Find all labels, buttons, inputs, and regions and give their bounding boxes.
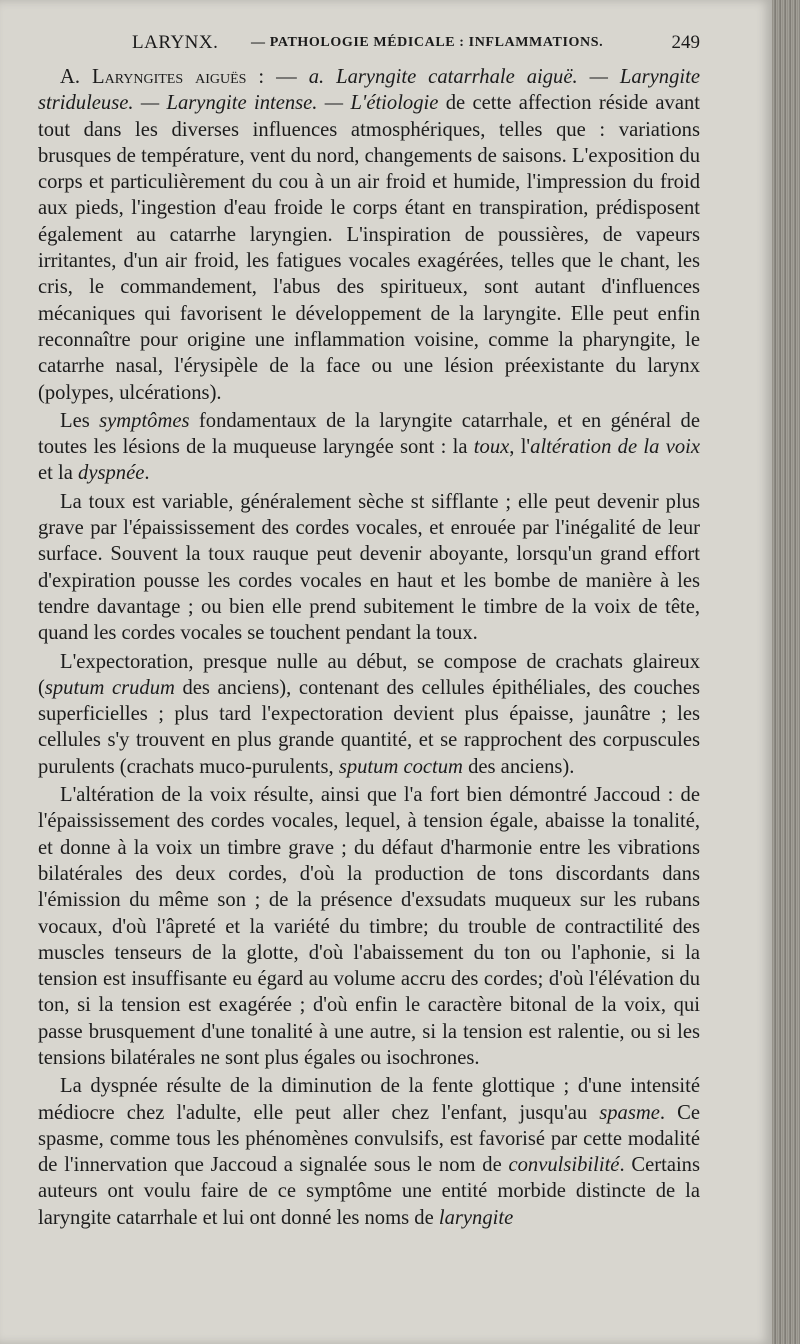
italic-run: laryngite: [438, 1206, 514, 1229]
page-number: 249: [671, 32, 700, 53]
italic-run: a. Laryngite catarrhale aiguë. — Laryngite striduleuse. — Laryngite intense. — L'étiologie: [38, 66, 700, 115]
section-heading: Laryngites aiguës: [92, 66, 247, 88]
header-section: — PATHOLOGIE MÉDICALE : INFLAMMATIONS.: [251, 35, 604, 50]
paragraph-alteration-voix: L'altération de la voix résulte, ainsi que l'a fort bien démontré Jaccoud : de l'épaississement des cordes vocales, lequel, à tension égale, abaisse la tonalité, et donne à la voix un timbre grave ; du défaut d'harmonie entre les vibrations bilatérales des deux cordes, d'où la production de tons discordants dans l'émission du même son ; de la présence d'exsudats muqueux sur les rubans vocaux, d'où l'âpreté et la variété du timbre; du trouble de contractilité des muscles tenseurs de la glotte, d'où l'abaissement du ton ou l'aphonie, si la tension est insuffisante eu égard au volume accru des cordes; d'où l'élévation du ton, si la tension est exagérée ; d'où enfin le caractère bitonal de la voix, qui passe brusquement d'une tonalité à une autre, si la tension est ralentie, ou si les tensions bilatérales ne sont plus égales ou isochrones.: [38, 784, 700, 1069]
text-run: Les: [60, 409, 100, 432]
paragraph-etiologie: [38, 64, 700, 406]
text-run: La dyspnée résulte de la diminution de la fente glottique ; d'une intensité médiocre chez l'adulte, elle peut aller chez l'enfant, jusqu'au: [38, 1075, 700, 1124]
page-body: [38, 64, 700, 1231]
text-run: L'expectoration, presque nulle au début, se compose de crachats glaireux (: [38, 650, 700, 699]
italic-run: altération de la voix: [530, 436, 700, 459]
text-run: et la: [38, 462, 79, 485]
text-run: . Ce spasme, comme tous les phénomènes convulsifs, est favorisé par cette modalité de l'innervation que Jaccoud a signalée sous le nom de: [38, 1101, 700, 1177]
paragraph-symptomes: [38, 408, 700, 487]
header-title: LARYNX.: [132, 32, 219, 53]
paragraph-dyspnee: [38, 1073, 700, 1231]
text-run: .: [144, 462, 150, 485]
italic-run: symptômes: [99, 409, 190, 432]
text-run: de cette affection réside avant tout dans les diverses influences atmosphériques, telles que : variations brusques de température, vent du nord, changements de saisons. L'exposition du corps et particulièrement du cou à un air froid et humide, l'impression du froid aux pieds, l'ingestion d'eau froide le corps étant en transpiration, prédisposent également au catarrhe laryngien. L'inspiration de poussières, de vapeurs irritantes, d'un air froid, les fatigues vocales exagérées, telles que le chant, les cris, le commandement, l'abus des spiritueux, sont autant d'influences mécaniques qui favorisent le développement de la laryngite. Elle peut enfin reconnaître pour origine une inflammation voisine, comme la pharyngite, le catarrhe nasal, l'érysipèle de la face ou une lésion préexistante du larynx (polypes, ulcérations).: [38, 92, 700, 404]
page-stack-edge: [772, 0, 800, 1344]
text-run: , l': [509, 436, 531, 459]
running-header: [40, 32, 702, 58]
italic-run: convulsibilité: [508, 1154, 620, 1177]
text-run: . Certains auteurs ont voulu faire de ce symptôme une entité morbide distincte de la laryngite catarrhale et lui ont donné les noms de: [38, 1154, 700, 1229]
text-run: des anciens).: [462, 755, 575, 778]
paragraph-toux: La toux est variable, généralement sèche st sifflante ; elle peut devenir plus grave par l'épaississement des cordes vocales, et enrouée par l'inégalité de leur surface. Souvent la toux rauque peut devenir aboyante, lorsqu'un grand effort d'expiration pousse les cordes vocales en haut et les bombe de manière à les tendre davantage ; ou bien elle prend subitement le timbre de la voix de tête, quand les cordes vocales se touchent pendant la toux.: [38, 490, 700, 645]
text-run: fondamentaux de la laryngite catarrhale, et en général de toutes les lésions de la muqueuse laryngée sont : la: [38, 409, 700, 459]
paragraph-expectoration: [38, 649, 700, 780]
italic-run: dyspnée: [78, 462, 145, 485]
section-letter: A.: [60, 66, 92, 88]
italic-run: sputum coctum: [338, 755, 463, 778]
italic-run: spasme: [599, 1101, 660, 1124]
text-run: : —: [246, 66, 309, 88]
italic-run: toux: [473, 436, 510, 459]
italic-run: sputum crudum: [44, 676, 175, 699]
text-run: des anciens), contenant des cellules épithéliales, des couches superficielles ; plus tard l'expectoration devient plus épaisse, jaunâtre ; les cellules s'y trouvent en plus grande quantité, et se rapprochent des corpuscules purulents (crachats muco-purulents,: [38, 676, 700, 778]
